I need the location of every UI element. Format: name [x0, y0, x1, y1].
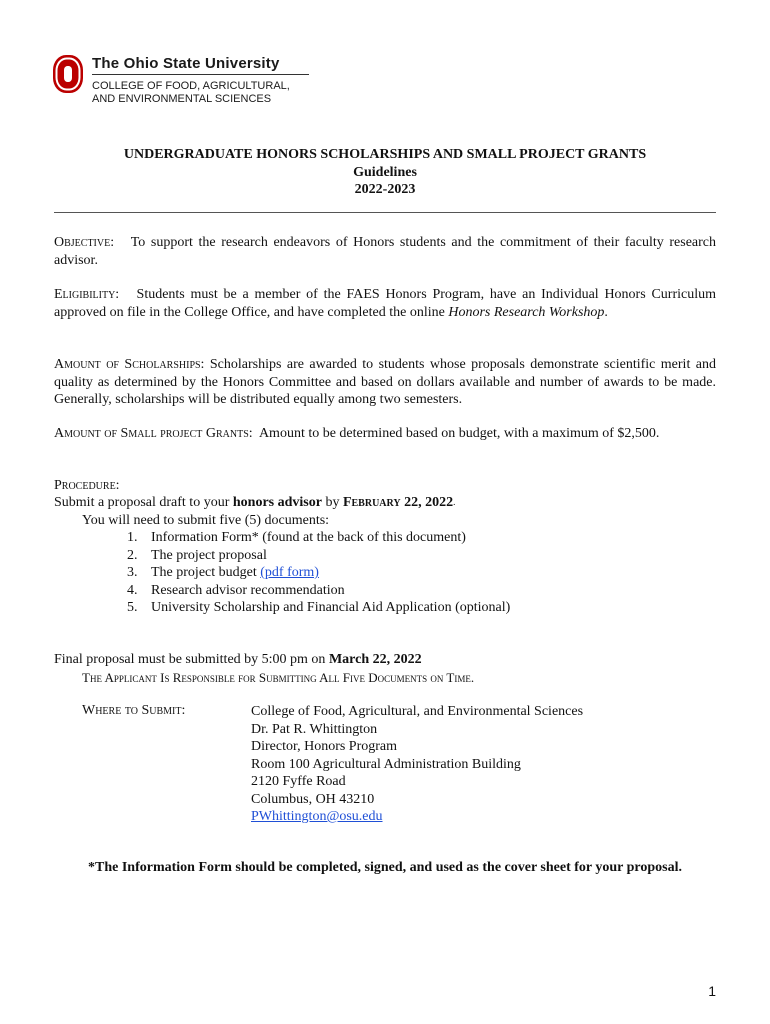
list-item: 5. University Scholarship and Financial Aid Application (optional): [127, 600, 511, 615]
list-item: 3. The project budget (pdf form): [127, 565, 319, 580]
ohio-state-block-o-logo-icon: [53, 55, 83, 93]
objective-text: To support the research endeavors of Honors students and the commitment of their faculty research advisor.: [54, 235, 717, 268]
college-name-line1: COLLEGE OF FOOD, AGRICULTURAL,: [92, 80, 290, 92]
college-name-line2: AND ENVIRONMENTAL SCIENCES: [92, 93, 272, 105]
address-line: College of Food, Agricultural, and Environmental Sciences: [251, 704, 584, 719]
email-link[interactable]: PWhittington@osu.edu: [251, 809, 383, 824]
title-line2: Guidelines: [353, 164, 417, 180]
submit-mid: by: [325, 495, 340, 510]
honors-advisor: honors advisor: [232, 495, 322, 510]
honors-research-workshop: Honors Research Workshop: [448, 304, 605, 320]
eligibility-heading: Eligibility:: [54, 287, 120, 302]
grants-text: Amount to be determined based on budget, with a maximum of $2,500.: [258, 426, 660, 441]
pdf-form-link[interactable]: (pdf form): [260, 565, 319, 580]
draft-deadline: February 22, 2022: [342, 495, 454, 510]
submit-end: .: [453, 497, 456, 507]
scholarships-text: Scholarships are awarded to students whose proposals demonstrate scientific merit and quality as determined by the Honors Committee and based on dollars available and number of awards to be made. Generally, scholarships will be distributed equally among two semesters.: [54, 357, 716, 407]
scholarships-heading: Amount of Scholarships:: [54, 357, 205, 372]
university-name: The Ohio State University: [92, 55, 280, 72]
list-item: 2. The project proposal: [127, 547, 267, 563]
documents-list: [127, 529, 510, 617]
title-divider: [54, 212, 716, 213]
submit-pre: Submit a proposal draft to your: [54, 495, 230, 510]
final-pre: Final proposal must be submitted by 5:00 pm on: [54, 652, 326, 667]
title-line3: 2022-2023: [354, 182, 416, 197]
eligibility-section: [54, 286, 716, 321]
procedure-submit-line: [54, 494, 455, 512]
eligibility-end: .: [604, 304, 608, 320]
documents-intro: You will need to submit five (5) documents:: [82, 513, 330, 528]
document-title: [54, 146, 716, 199]
address-line: Dr. Pat R. Whittington: [251, 721, 378, 737]
address-line: 2120 Fyffe Road: [251, 774, 346, 789]
final-deadline: March 22, 2022: [328, 652, 422, 667]
address-line: Director, Honors Program: [251, 739, 398, 754]
submission-address: [251, 703, 583, 826]
footnote: *The Information Form should be completed, signed, and used as the cover sheet for your proposal.: [88, 860, 682, 875]
final-deadline-line: [54, 651, 422, 669]
procedure-heading: Procedure:: [54, 478, 120, 493]
list-item: 1. Information Form* (found at the back of this document): [127, 530, 466, 545]
eligibility-text: Students must be a member of the FAES Honors Program, have an Individual Honors Curriculum approved on file in the College Office, and have completed the online: [54, 287, 716, 320]
page-number: 1: [708, 983, 716, 999]
objective-section: [54, 234, 716, 269]
grants-section: [54, 425, 716, 443]
grants-heading: Amount of Small project Grants:: [54, 426, 253, 441]
where-to-submit-label: Where to Submit:: [82, 703, 186, 718]
list-item: 4. Research advisor recommendation: [127, 582, 345, 598]
address-line: Room 100 Agricultural Administration Building: [251, 756, 521, 772]
title-line1: UNDERGRADUATE HONORS SCHOLARSHIPS AND SMALL PROJECT GRANTS: [123, 147, 647, 162]
objective-heading: Objective:: [54, 235, 115, 250]
scholarships-section: [54, 356, 716, 409]
header-rule: [92, 74, 309, 75]
responsibility-note: The Applicant Is Responsible for Submitting All Five Documents on Time.: [82, 670, 475, 685]
address-line: Columbus, OH 43210: [251, 791, 375, 807]
